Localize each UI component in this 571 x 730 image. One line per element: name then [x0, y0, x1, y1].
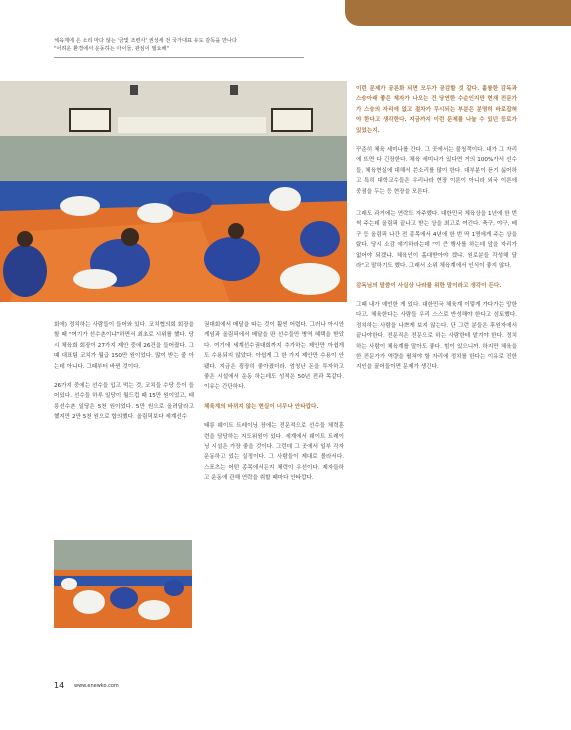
paragraph: 태릉 웨이트 트레이닝 장에는 전문적으로 선수들 체력훈련을 담당하는 지도위원이 있다. 세계에서 웨이트 트레이닝 시설은 가장 좋을 것이다. 그런데 그 곳에서 일부 각자 운동하고 있는 실정이다. 그 사람들이 제대로 몰라서다. 스포츠는 어떤 종목에서든지 체력이 우선이다. 제자들하고 운동에 관해 연락을 취할 때마다 안타깝다. [204, 423, 344, 482]
middle-column [204, 320, 344, 493]
header-line-1: 체육계에 은 소리 마다 않는 '금빛 조련사' 권성세 전 국가대표 유도 감독을 만나다 [54, 38, 237, 44]
subheading: 체육계의 바뀌지 않는 현실이 너무나 안타깝다. [204, 403, 319, 410]
page-number: 14 [54, 681, 65, 690]
subheading: 감독님의 말씀이 사실상 나라를 위한 말이라고 생각이 든다. [356, 282, 502, 289]
highlight-question: 이런 문제가 공론화 되면 모두가 공감할 것 같다. 훌륭한 감독과 스승아래 좋은 제자가 나오는 건 당연한 수순인지만 현재 전문가가 스승의 자리에 없고 절차가 무시되는 부분은 분명히 바로잡혀야 한다고 생각한다. 지금까지 이런 문제를 나눌 수 있던 등로가 있었는지. [356, 86, 517, 134]
right-column [356, 84, 517, 382]
paragraph: 그때 내가 예언한 게 있다. 대한민국 체육계 이렇게 가다가는 망한다고. 체육한다는 사람들 우리 스스로 반성해야 한다고 섬토했다. 정치하는 사람을 나쁘게 보지 않는다. 단 그런 분들은 후원자에서 끝나야한다. 전문직은 전문으로 하는 사람한테 맡겨야 한다. 정치하는 사람이 체육계를 말아도 좋다. 힘이 있으니까. 하지만 체육을 한 전문가가 역량을 펼쳐야 할 자리에 정치를 한다는 이유로 진한 지인을 꿀어들이면 문제가 생긴다. [356, 301, 517, 371]
article-header [54, 38, 304, 53]
judo-sparring-photo [54, 540, 192, 628]
paragraph: 그래도 과거에는 연락도 자주했다. 대한민국 체육상을 1년에 한 번 씩 주는데 올림픽 끝나고 받는 상을 최고로 여긴다. 축구, 야구, 배구 등 올림픽 나간 전 종목에서 4년에 한 번 딱 1명에게 주는 상을 탔다. 당시 소감 얘기하라는데 "이 큰 행사를 하는데 앞을 자리가 없어야 되겠냐. 체육인이 홀대받아야 겠냐. 원로분들 각성해 달라"고 말하기도 했다. 그래서 소위 체육계에서 인식이 좋지 않다. [356, 211, 517, 270]
header-color-band [345, 0, 571, 26]
header-line-2: "어려운 환경에서 운동하는 아이들, 관심이 필요해" [54, 45, 169, 52]
judo-training-photo [0, 81, 347, 302]
left-column [54, 320, 194, 432]
paragraph: 권대회에서 메달을 따는 것이 훨씬 어렵다. 그러나 아시안게임과 올림픽에서 메달을 딴 선수들만 병역 혜택을 받았다. 여기에 세계선수권대회까지 추가하는 제안만 아쉽게도 수용되지 않았다. 아쉽게 그 한 가지 제안만 수용이 안됐다. 지금은 굉장히 좋아졌더라. 엄청난 돈을 투자하고 좋은 시설에서 운동 하는데도 성적은 50년 전과 똑같다. 이유는 간단하다. [204, 322, 344, 391]
paragraph: 회에) 정치하는 사람들이 들어와 있다. 코치협의회 회장을 할 때 "여기가 선수촌이냐"하면서 최초로 시위를 했다. 당시 체육회 회장이 27가지 제안 중에 26건을 들어줬다. 그 때 대표팀 코치가 월급 150만 원이었다. 많이 받는 줄 아는데 아니다. 그때부터 바뀐 것이다. [54, 322, 194, 370]
header-divider [54, 57, 304, 58]
paragraph: 26가지 중에는 선수들 입고 먹는 것, 코치들 수당 등이 들어있다. 선수들 하루 일당이 월드컵 때 15만 원이었고, 태릉선수촌 일당은 5천 원이었다. 5만 원으로 올려달라고 했지만 2만 5천 원으로 합의했다. 올림픽보다 세계선수 [54, 383, 194, 421]
paragraph: 꾸준히 체육 세미나를 간다. 그 곳에서는 불청객이다. 내가 그 자리에 뜨면 다 긴장한다. 체육 세미나가 있다면 거의 100%가서 선수들, 체육현실에 대해서 쓴소리를 많이 한다. 대부분이 듣기 싫어하고 특히 대학교수들은 우리나라 현장 이론이 아니라 외국 이론에 중점을 두는 등 현장을 모른다. [356, 147, 517, 195]
site-url: www.enewko.com [74, 683, 119, 689]
